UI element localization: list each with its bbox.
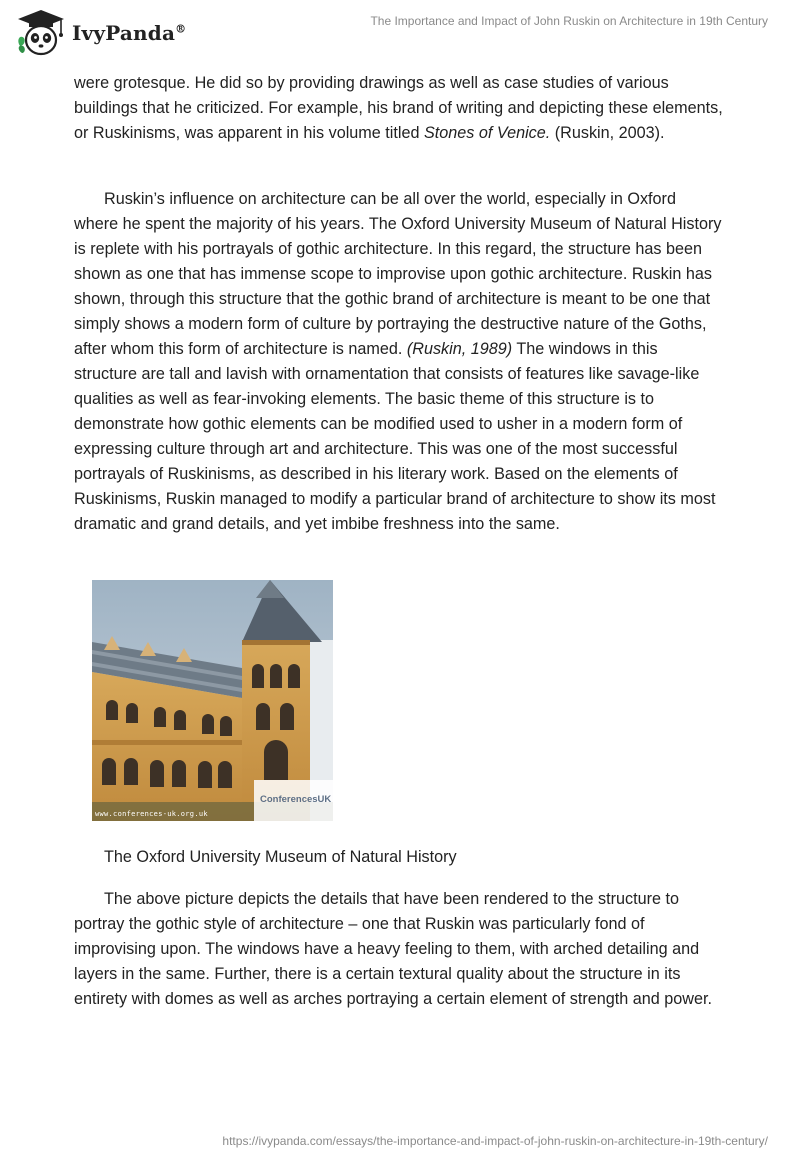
ivypanda-logo[interactable] — [14, 8, 186, 58]
source-url-link[interactable]: https://ivypanda.com/essays/the-importance-and-impact-of-john-ruskin-on-architecture-in-19th-century/ — [222, 1134, 768, 1148]
photo-watermark-url: www.conferences-uk.org.uk — [95, 810, 208, 818]
paragraph-3: The above picture depicts the details that have been rendered to the structure to portray the gothic style of architecture – one that Ruskin was particularly fond of improvising upon. The windows have a heavy feeling to them, with arched detailing and layers in the same. Further, there is a certain textural quality about the structure in its entirety with domes as well as arches portraying a certain element of strength and power. — [74, 890, 712, 1008]
museum-photo — [92, 580, 333, 821]
brand-name: IvyPanda® — [72, 21, 187, 45]
figure-caption: The Oxford University Museum of Natural History — [104, 848, 457, 866]
page-header — [0, 0, 800, 70]
paragraph-1: were grotesque. He did so by providing drawings as well as case studies of various buildings that he criticized. For example, his brand of writing and depicting these elements, or Ruskinisms, was apparent in his volume titled Stones of Venice. (Ruskin, 2003). — [74, 74, 723, 142]
photo-watermark-logo: ConferencesUK — [260, 794, 332, 805]
paragraph-2: Ruskin’s influence on architecture can be all over the world, especially in Oxford where he spent the majority of his years. The Oxford University Museum of Natural History is replete with his portrayals of gothic architecture. In this regard, the structure has been shown as one that has immense scope to improvise upon gothic architecture. Ruskin has shown, through this structure that the gothic brand of architecture is meant to be one that simply shows a modern form of culture by portraying the destructive nature of the Goths, after whom this form of architecture is named. (Ruskin, 1989) The windows in this structure are tall and lavish with ornamentation that consists of features like savage-like qualities as well as fear-invoking elements. The basic theme of this structure is to demonstrate how gothic elements can be modified used to usher in a modern form of expressing culture through art and architecture. This was one of the most successful portrayals of Ruskinisms, as described in his literary work. Based on the elements of Ruskinisms, Ruskin managed to modify a particular brand of architecture to show its most dramatic and grand details, and yet imbibe freshness into the same. — [74, 190, 722, 533]
book-title: Stones of Venice. — [423, 124, 551, 142]
panda-graduate-icon — [14, 8, 68, 58]
document-title: The Importance and Impact of John Ruskin on Architecture in 19th Century — [370, 14, 768, 28]
citation: (Ruskin, 1989) — [406, 340, 513, 358]
